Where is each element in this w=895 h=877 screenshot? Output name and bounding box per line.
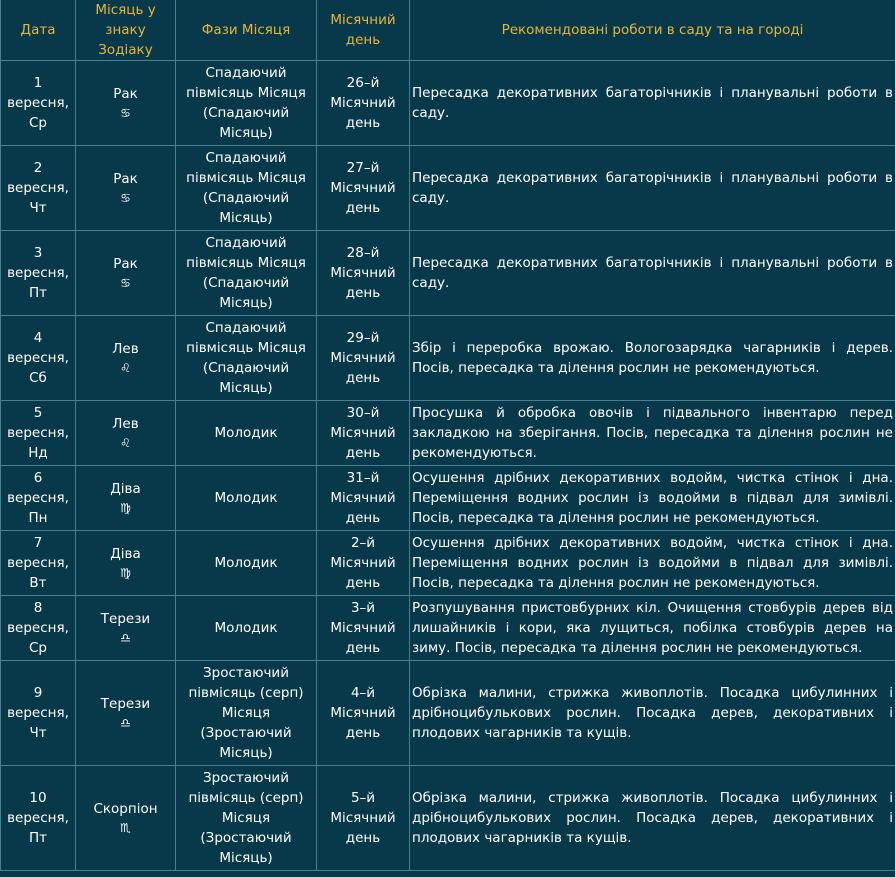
- lunar-day-cell: 2–й Місячний день: [317, 531, 410, 596]
- zodiac-name: Рак: [113, 86, 138, 102]
- zodiac-cell: [76, 61, 176, 146]
- zodiac-cell: [76, 596, 176, 661]
- moon-phase-cell: Молодик: [176, 531, 317, 596]
- lunar-day-cell: 31–й Місячний день: [317, 466, 410, 531]
- zodiac-name: Діва: [110, 546, 141, 562]
- zodiac-name: Рак: [113, 256, 138, 272]
- header-zodiac: Місяць у знаку Зодіаку: [76, 0, 176, 61]
- zodiac-sign-icon: ♌: [120, 436, 131, 450]
- recommended-work-cell: Збір і переробка врожаю. Вологозарядка чагарників і дерев. Посів, пересадка та ділення рослин не рекомендуються.: [410, 316, 895, 401]
- header-phase: Фази Місяця: [176, 0, 317, 61]
- table-header-row: [1, 0, 895, 61]
- date-cell: 6 вересня, Пн: [1, 466, 76, 531]
- zodiac-name: Терези: [100, 696, 151, 712]
- lunar-day-cell: 29–й Місячний день: [317, 316, 410, 401]
- lunar-day-cell: 4–й Місячний день: [317, 661, 410, 766]
- zodiac-sign-icon: ♍: [120, 566, 131, 580]
- moon-phase-cell: Спадаючий півмісяць Місяця (Спадаючий Місяць): [176, 61, 317, 146]
- moon-phase-cell: Спадаючий півмісяць Місяця (Спадаючий Місяць): [176, 146, 317, 231]
- zodiac-cell: [76, 231, 176, 316]
- lunar-day-cell: 30–й Місячний день: [317, 401, 410, 466]
- zodiac-name: Рак: [113, 171, 138, 187]
- zodiac-sign-icon: ♋: [120, 276, 131, 290]
- lunar-day-cell: 3–й Місячний день: [317, 596, 410, 661]
- table-row: [1, 231, 895, 316]
- moon-phase-cell: Молодик: [176, 596, 317, 661]
- zodiac-cell: [76, 661, 176, 766]
- zodiac-cell: [76, 766, 176, 871]
- recommended-work-cell: Осушення дрібних декоративних водойм, чистка стінок і дна. Переміщення водних рослин із водойми в підвал для зимівлі. Посів, пересадка та ділення рослин не рекомендуються.: [410, 466, 895, 531]
- recommended-work-cell: Обрізка малини, стрижка живоплотів. Посадка цибулинних і дрібноцибулькових рослин. Посадка дерев, декоративних і плодових чагарників та кущів.: [410, 766, 895, 871]
- zodiac-cell: [76, 401, 176, 466]
- table-row: [1, 316, 895, 401]
- date-cell: 5 вересня, Нд: [1, 401, 76, 466]
- header-lunar-day: Місячний день: [317, 0, 410, 61]
- recommended-work-cell: Пересадка декоративних багаторічників і планувальні роботи в саду.: [410, 231, 895, 316]
- lunar-day-cell: 5–й Місячний день: [317, 766, 410, 871]
- header-work: Рекомендовані роботи в саду та на городі: [410, 0, 895, 61]
- recommended-work-cell: Розпушування пристовбурних кіл. Очищення стовбурів дерев від лишайників і кори, яка лущиться, побілка стовбурів дерев на зиму. Посів, пересадка та ділення рослин не рекомендуються.: [410, 596, 895, 661]
- zodiac-sign-icon: ♎: [120, 716, 131, 730]
- zodiac-sign-icon: ♋: [120, 191, 131, 205]
- table-row: [1, 401, 895, 466]
- zodiac-cell: [76, 316, 176, 401]
- moon-phase-cell: Молодик: [176, 466, 317, 531]
- table-row: [1, 596, 895, 661]
- recommended-work-cell: Осушення дрібних декоративних водойм, чистка стінок і дна. Переміщення водних рослин із водойми в підвал для зимівлі. Посів, пересадка та ділення рослин не рекомендуються.: [410, 531, 895, 596]
- table-row: [1, 661, 895, 766]
- table-row: [1, 146, 895, 231]
- moon-phase-cell: Зростаючий півмісяць (серп) Місяця (Зростаючий Місяць): [176, 766, 317, 871]
- date-cell: 7 вересня, Вт: [1, 531, 76, 596]
- lunar-day-cell: 28–й Місячний день: [317, 231, 410, 316]
- date-cell: 3 вересня, Пт: [1, 231, 76, 316]
- zodiac-sign-icon: ♏: [120, 821, 131, 835]
- recommended-work-cell: Пересадка декоративних багаторічників і планувальні роботи в саду.: [410, 61, 895, 146]
- table-row: [1, 531, 895, 596]
- table-row: [1, 466, 895, 531]
- zodiac-name: Скорпіон: [93, 801, 158, 817]
- date-cell: 2 вересня, Чт: [1, 146, 76, 231]
- zodiac-cell: [76, 466, 176, 531]
- zodiac-cell: [76, 146, 176, 231]
- zodiac-cell: [76, 531, 176, 596]
- zodiac-sign-icon: ♌: [120, 361, 131, 375]
- recommended-work-cell: Пересадка декоративних багаторічників і планувальні роботи в саду.: [410, 146, 895, 231]
- date-cell: 9 вересня, Чт: [1, 661, 76, 766]
- date-cell: 1 вересня, Ср: [1, 61, 76, 146]
- moon-phase-cell: Молодик: [176, 401, 317, 466]
- zodiac-name: Лев: [112, 416, 139, 432]
- table-row: [1, 61, 895, 146]
- moon-phase-cell: Спадаючий півмісяць Місяця (Спадаючий Місяць): [176, 231, 317, 316]
- lunar-day-cell: 26–й Місячний день: [317, 61, 410, 146]
- moon-phase-cell: Спадаючий півмісяць Місяця (Спадаючий Місяць): [176, 316, 317, 401]
- table-row: [1, 766, 895, 871]
- date-cell: 4 вересня, Сб: [1, 316, 76, 401]
- zodiac-name: Лев: [112, 341, 139, 357]
- header-date: Дата: [1, 0, 76, 61]
- date-cell: 8 вересня, Ср: [1, 596, 76, 661]
- zodiac-sign-icon: ♎: [120, 631, 131, 645]
- zodiac-name: Терези: [100, 611, 151, 627]
- moon-phase-cell: Зростаючий півмісяць (серп) Місяця (Зростаючий Місяць): [176, 661, 317, 766]
- date-cell: 10 вересня, Пт: [1, 766, 76, 871]
- zodiac-sign-icon: ♍: [120, 501, 131, 515]
- zodiac-name: Діва: [110, 481, 141, 497]
- recommended-work-cell: Просушка й обробка овочів і підвального інвентарю перед закладкою на зберігання. Посів, пересадка та ділення рослин не рекомендуються.: [410, 401, 895, 466]
- lunar-day-cell: 27–й Місячний день: [317, 146, 410, 231]
- recommended-work-cell: Обрізка малини, стрижка живоплотів. Посадка цибулинних і дрібноцибулькових рослин. Посадка дерев, декоративних і плодових чагарників та кущів.: [410, 661, 895, 766]
- zodiac-sign-icon: ♋: [120, 106, 131, 120]
